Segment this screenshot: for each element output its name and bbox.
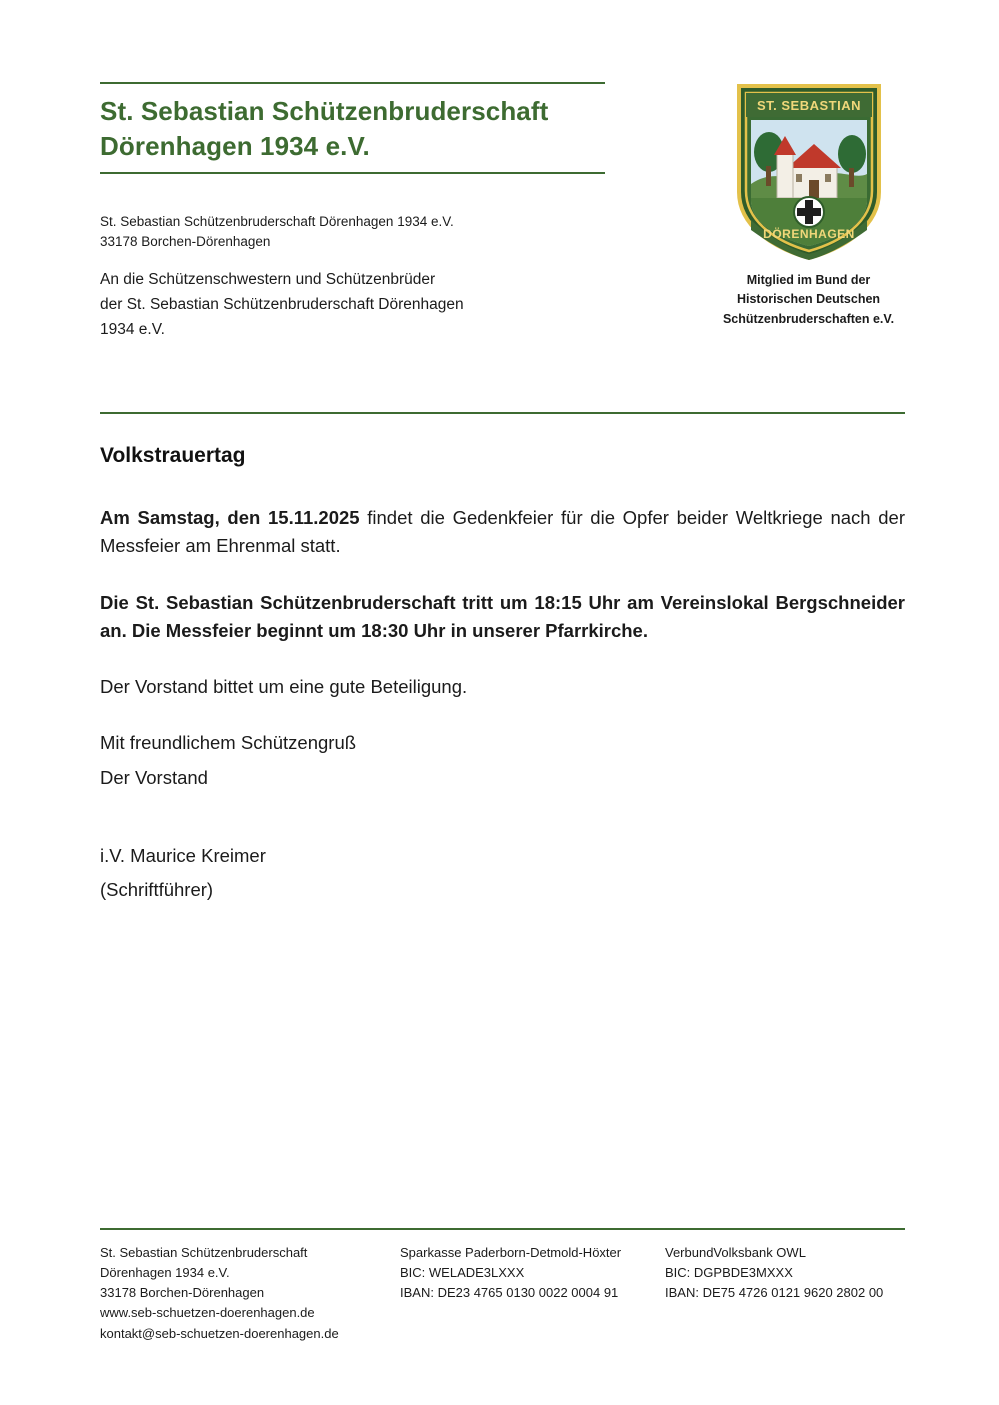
volksbank-bic: BIC: DGPBDE3MXXX: [665, 1265, 793, 1281]
footer-website-link[interactable]: www.seb-schuetzen-doerenhagen.de: [100, 1305, 315, 1321]
paragraph-participation-request: Der Vorstand bittet um eine gute Beteiligung.: [100, 676, 468, 698]
crest-caption-line-3: Schützenbruderschaften e.V.: [722, 311, 895, 326]
header-bottom-rule: [100, 172, 605, 174]
footer-column-contact: [100, 1243, 400, 1344]
crest-caption: [712, 271, 905, 329]
content-divider: [100, 412, 905, 414]
sparkasse-iban: IBAN: DE23 4765 0130 0022 0004 91: [400, 1285, 619, 1301]
volksbank-name: VerbundVolksbank OWL: [665, 1245, 806, 1260]
svg-text:DÖRENHAGEN: DÖRENHAGEN: [762, 227, 855, 241]
recipient-line-2: der St. Sebastian Schützenbruderschaft Dörenhagen: [100, 296, 464, 314]
footer-org-city: 33178 Borchen-Dörenhagen: [100, 1285, 265, 1301]
svg-text:ST. SEBASTIAN: ST. SEBASTIAN: [756, 98, 861, 113]
closing-line-1: Mit freundlichem Schützengruß: [100, 732, 357, 754]
recipient-address: [100, 267, 640, 342]
paragraph-assembly-details: Die St. Sebastian Schützenbruderschaft tritt um 18:15 Uhr am Vereinslokal Bergschneider an. Die Messfeier beginnt um 18:30 Uhr in unserer Pfarrkirche.: [100, 591, 905, 641]
sender-line-1: St. Sebastian Schützenbruderschaft Dörenhagen 1934 e.V.: [100, 214, 454, 229]
sparkasse-bic: BIC: WELADE3LXXX: [400, 1265, 525, 1281]
footer-divider: [100, 1228, 905, 1230]
footer-email-link[interactable]: kontakt@seb-schuetzen-doerenhagen.de: [100, 1325, 339, 1341]
crest-caption-line-2: Historischen Deutschen: [736, 292, 881, 307]
recipient-line-3: 1934 e.V.: [100, 321, 165, 339]
footer: [100, 1243, 905, 1344]
paragraph-event-date: [100, 504, 905, 561]
volksbank-iban: IBAN: DE75 4726 0121 9620 2802 00: [665, 1285, 884, 1301]
closing-line-2: Der Vorstand: [100, 766, 208, 788]
footer-org-line-1: St. Sebastian Schützenbruderschaft: [100, 1245, 308, 1260]
sender-address: [100, 212, 620, 253]
sparkasse-name: Sparkasse Paderborn-Detmold-Höxter: [400, 1245, 622, 1260]
sender-line-2: 33178 Borchen-Dörenhagen: [100, 234, 271, 250]
event-date-rest: findet die Gedenkfeier für die Opfer beider Weltkriege nach der Messfeier am Ehrenmal statt.: [100, 507, 905, 557]
footer-org-line-2: Dörenhagen 1934 e.V.: [100, 1265, 230, 1281]
signer-name: i.V. Maurice Kreimer: [100, 845, 266, 867]
letter-body: [100, 444, 905, 933]
event-date-text: Am Samstag, den 15.11.2025: [100, 507, 360, 528]
signer-role: (Schriftführer): [100, 879, 214, 901]
footer-column-bank-volksbank: [665, 1243, 905, 1344]
recipient-line-1: An die Schützenschwestern und Schützenbrüder: [100, 271, 436, 288]
crest-caption-line-1: Mitglied im Bund der: [746, 273, 871, 287]
header-top-rule: [100, 82, 605, 84]
signature-spacer: [100, 820, 905, 842]
footer-column-bank-sparkasse: [400, 1243, 665, 1344]
page-title: St. Sebastian Schützenbruderschaft Dörenhagen 1934 e.V.: [100, 96, 549, 161]
association-crest-icon: [733, 80, 885, 262]
subject-heading: Volkstrauertag: [100, 444, 246, 467]
crest-block: [712, 80, 905, 329]
